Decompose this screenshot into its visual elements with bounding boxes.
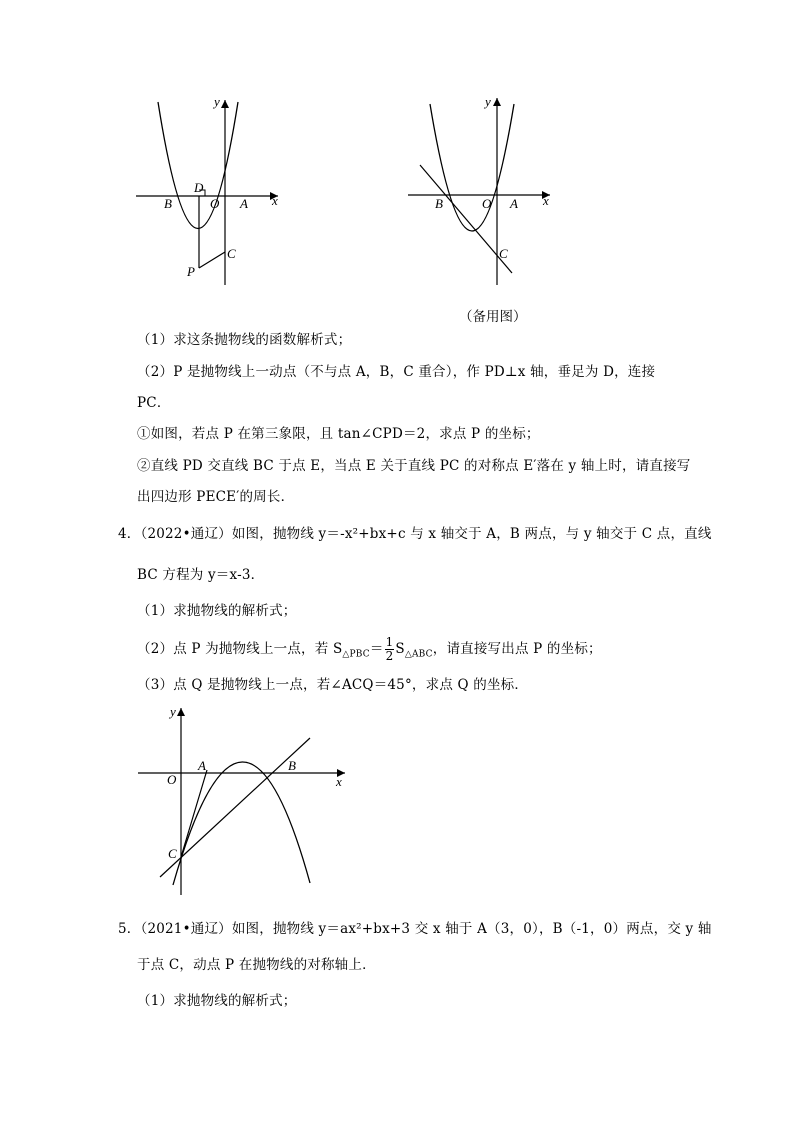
label-o: O bbox=[167, 772, 177, 787]
label-c: C bbox=[499, 246, 508, 261]
label-o: O bbox=[210, 196, 220, 211]
q4-part1: （1）求抛物线的解析式； bbox=[137, 603, 297, 619]
label-c: C bbox=[168, 846, 177, 861]
segment-pc bbox=[199, 252, 225, 268]
label-x: x bbox=[336, 774, 342, 789]
label-b: B bbox=[164, 196, 172, 211]
q4-part2-s: S bbox=[395, 641, 405, 657]
q4-part2-sub1: △PBC bbox=[342, 649, 370, 660]
label-c: C bbox=[227, 246, 236, 261]
label-p: P bbox=[187, 264, 195, 279]
label-y: y bbox=[170, 704, 176, 719]
fraction-numerator: 1 bbox=[385, 635, 394, 649]
label-b: B bbox=[435, 196, 443, 211]
figure-parabola-1 bbox=[130, 90, 290, 300]
q4-part2-post: ，请直接写出点 P 的坐标； bbox=[432, 641, 602, 657]
label-x: x bbox=[272, 193, 278, 208]
q3-part2-line1: （2）P 是抛物线上一动点（不与点 A，B，C 重合），作 PD⊥x 轴，垂足为 D，连接 bbox=[137, 364, 656, 380]
label-y: y bbox=[485, 94, 491, 109]
figure-parabola-3 bbox=[130, 700, 360, 900]
q3-part2-sub2: ②直线 PD 交直线 BC 于点 E，当点 E 关于直线 PC 的对称点 E′落在 y 轴上时，请直接写 bbox=[137, 458, 691, 474]
label-b: B bbox=[288, 758, 296, 773]
q4-part2 bbox=[137, 636, 602, 666]
y-axis-arrow bbox=[493, 98, 501, 106]
q4-part2-pre: （2）点 P 为抛物线上一点，若 S bbox=[137, 641, 343, 657]
q3-part2-line2: PC． bbox=[137, 395, 171, 411]
label-a: A bbox=[198, 758, 206, 773]
q4-part2-eq: ＝ bbox=[369, 641, 384, 657]
q4-heading: 4．（2022•通辽）如图，抛物线 y＝-x²+bx+c 与 x 轴交于 A，B 两点，与 y 轴交于 C 点，直线 bbox=[118, 526, 712, 542]
q4-part2-sub2: △ABC bbox=[404, 649, 433, 660]
q5-part1: （1）求抛物线的解析式； bbox=[137, 993, 297, 1009]
q3-part2-sub2-cont: 出四边形 PECE′的周长． bbox=[137, 489, 295, 505]
label-a: A bbox=[240, 196, 248, 211]
parabola-curve bbox=[173, 762, 310, 885]
q5-heading-cont: 于点 C，动点 P 在抛物线的对称轴上． bbox=[137, 957, 376, 973]
y-axis-arrow bbox=[221, 100, 229, 108]
label-x: x bbox=[543, 193, 549, 208]
q5-heading: 5．（2021•通辽）如图，抛物线 y＝ax²+bx+3 交 x 轴于 A（3，0），B（-1，0）两点，交 y 轴 bbox=[118, 921, 712, 937]
label-a: A bbox=[510, 196, 518, 211]
label-y: y bbox=[214, 94, 220, 109]
label-d: D bbox=[194, 180, 204, 195]
q3-part2-sub1: ①如图，若点 P 在第三象限，且 tan∠CPD＝2，求点 P 的坐标； bbox=[137, 426, 540, 442]
segment-ca bbox=[181, 770, 207, 857]
fraction-one-half bbox=[385, 636, 395, 663]
figure-caption: （备用图） bbox=[459, 309, 527, 325]
figure-parabola-2 bbox=[400, 90, 560, 290]
q4-part3: （3）点 Q 是抛物线上一点，若∠ACQ＝45°，求点 Q 的坐标． bbox=[137, 677, 529, 693]
y-axis-arrow bbox=[177, 708, 185, 716]
q4-heading-cont: BC 方程为 y＝x-3． bbox=[137, 567, 265, 583]
label-o: O bbox=[482, 196, 492, 211]
parabola-curve bbox=[430, 104, 514, 231]
fraction-denominator: 2 bbox=[385, 649, 394, 663]
q3-part1: （1）求这条抛物线的函数解析式； bbox=[137, 332, 352, 348]
